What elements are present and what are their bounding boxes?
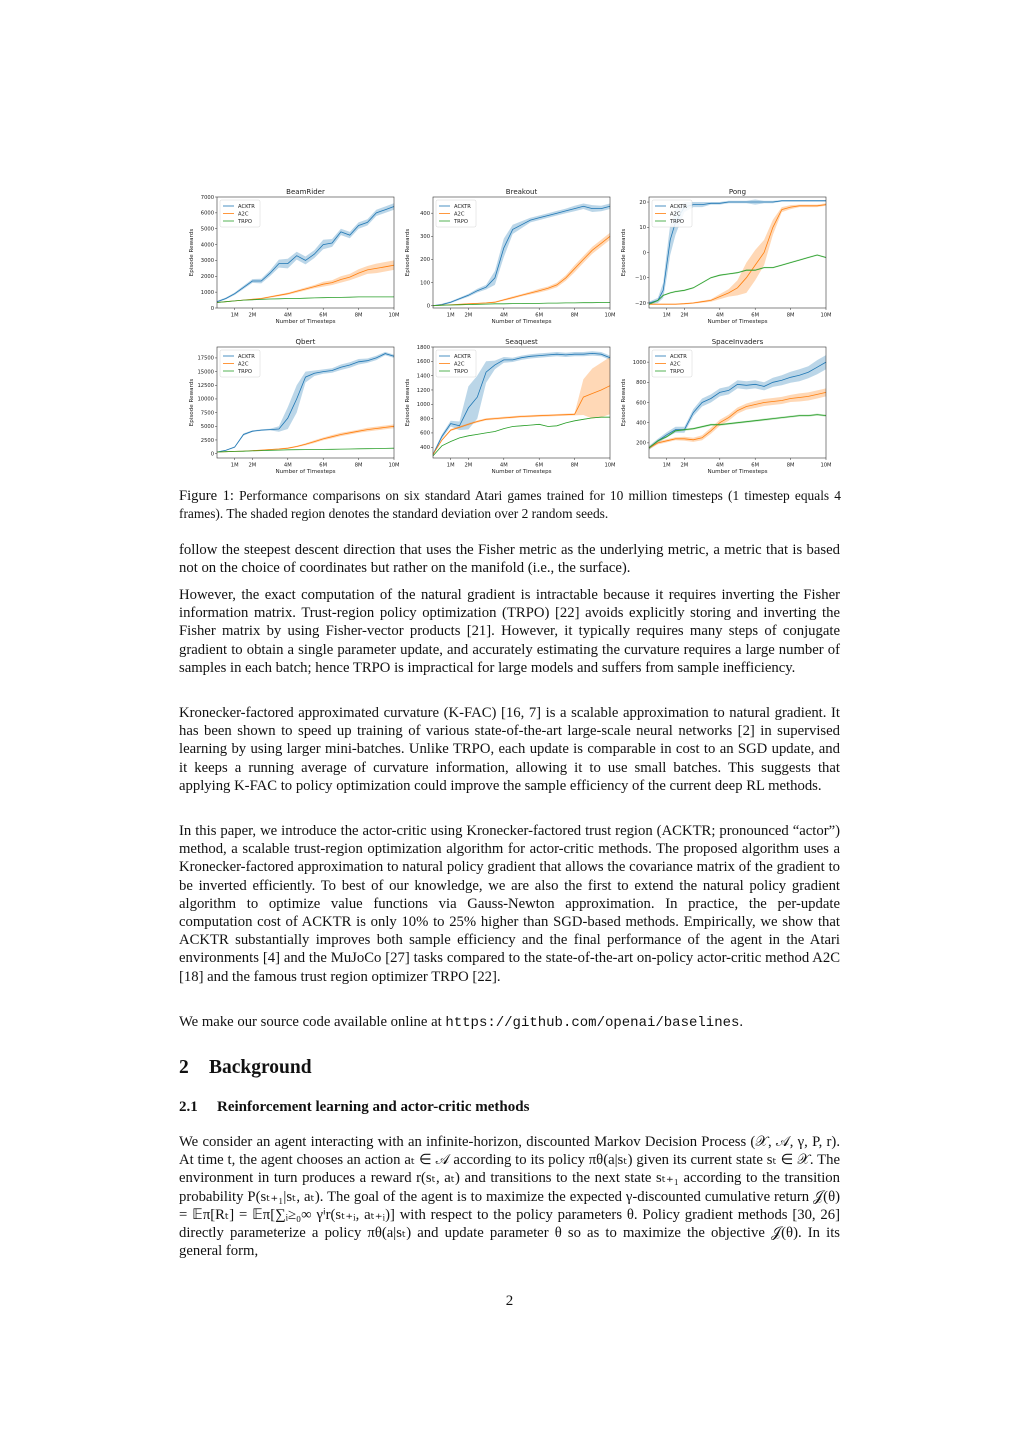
y-tick-label: −20: [635, 300, 646, 307]
chart-panel-qbert: [183, 336, 399, 482]
y-tick-label: 10000: [197, 396, 214, 403]
y-tick-label: 2000: [200, 274, 214, 281]
source-code-sentence: [179, 1013, 840, 1032]
x-tick-label: 8M: [786, 462, 795, 469]
x-tick-label: 1M: [446, 312, 455, 319]
legend-label-trpo: TRPO: [670, 368, 684, 375]
figure-1: [183, 186, 833, 478]
y-tick-label: 20: [639, 199, 646, 206]
x-tick-label: 4M: [499, 462, 508, 469]
y-tick-label: 4000: [200, 242, 214, 249]
subsection-number: 2.1: [179, 1099, 198, 1115]
x-axis-label: Number of Timesteps: [275, 469, 336, 475]
chart-panel-beamrider: [183, 186, 399, 332]
y-axis-label: Episode Rewards: [405, 378, 411, 427]
legend-label-trpo: TRPO: [454, 368, 468, 375]
chart-panel-spaceinvaders: [615, 336, 831, 482]
legend-label-acktr: ACKTR: [454, 203, 471, 210]
x-tick-label: 4M: [283, 462, 292, 469]
y-tick-label: 1000: [632, 359, 646, 366]
paragraph-rl-background: We consider an agent interacting with an infinite-horizon, discounted Markov Decision Process (𝒳, 𝒜, γ, P, r). At time t, the agent chooses an action aₜ ∈ 𝒜 according to its policy πθ(a|sₜ) given its current state sₜ ∈ 𝒳. The environment in turn produces a reward r(sₜ, aₜ) and transitions to the next state sₜ₊₁ according to the transition probability P(sₜ₊₁|sₜ, aₜ). The goal of the agent is to maximize the expected γ-discounted cumulative return 𝒥(θ) = 𝔼π[Rₜ] = 𝔼π[∑ᵢ≥₀∞ γⁱr(sₜ₊ᵢ, aₜ₊ᵢ)] with respect to the policy parameters θ. Policy gradient methods [30, 26] directly parameterize a policy πθ(a|sₜ) and update parameter θ so as to maximize the objective 𝒥(θ). In its general form,: [179, 1134, 840, 1260]
y-tick-label: 5000: [200, 226, 214, 233]
series-line-trpo: [649, 415, 826, 448]
chart-legend: [652, 350, 692, 377]
legend-label-a2c: A2C: [670, 211, 681, 218]
chart-title: Qbert: [295, 338, 316, 346]
std-band-trpo: [649, 254, 826, 305]
page-number: 2: [505, 1293, 514, 1309]
y-tick-label: 0: [210, 451, 214, 458]
y-tick-label: 1800: [416, 344, 430, 351]
section-number: 2: [179, 1057, 189, 1078]
x-axis-label: Number of Timesteps: [707, 319, 768, 325]
y-tick-label: 17500: [197, 355, 214, 362]
caption-text: Performance comparisons on six standard Atari games trained for 10 million timesteps (1 timestep equals 4 frames). The shaded region denotes the standard deviation over 2 random seeds.: [179, 488, 841, 521]
y-tick-label: 1400: [416, 373, 430, 380]
x-axis-label: Number of Timesteps: [491, 469, 552, 475]
x-tick-label: 10M: [388, 462, 400, 469]
legend-label-acktr: ACKTR: [670, 203, 687, 210]
y-tick-label: 7500: [200, 410, 214, 417]
y-tick-label: 800: [636, 380, 646, 387]
chart-title: Pong: [728, 188, 747, 196]
series-line-trpo: [649, 255, 826, 304]
x-tick-label: 6M: [535, 312, 544, 319]
y-tick-label: 10: [639, 225, 646, 232]
y-axis-label: Episode Rewards: [621, 228, 627, 277]
y-tick-label: 200: [420, 257, 430, 264]
x-tick-label: 10M: [604, 312, 616, 319]
x-tick-label: 2M: [464, 462, 473, 469]
chart-legend: [436, 200, 476, 227]
y-tick-label: 6000: [200, 210, 214, 217]
x-tick-label: 6M: [535, 462, 544, 469]
paragraph-kfac: Kronecker-factored approximated curvature (K-FAC) [16, 7] is a scalable approximation to natural gradient. It has been shown to speed up training of various state-of-the-art large-scale neural networks [2] in supervised learning by using larger mini-batches. Unlike TRPO, each update is comparable in cost to an SGD update, and it keeps a running average of curvature information, allowing it to use small batches. This suggests that applying K-FAC to policy optimization could improve the sample efficiency of the current deep RL methods.: [179, 705, 840, 794]
source-code-link[interactable]: https://github.com/openai/baselines: [445, 1015, 740, 1031]
x-axis-label: Number of Timesteps: [275, 319, 336, 325]
y-tick-label: 0: [642, 250, 646, 257]
y-tick-label: 7000: [200, 194, 214, 201]
y-tick-label: 1600: [416, 359, 430, 366]
x-tick-label: 4M: [499, 312, 508, 319]
legend-label-a2c: A2C: [454, 361, 465, 368]
y-tick-label: 1000: [416, 402, 430, 409]
x-tick-label: 6M: [319, 312, 328, 319]
y-tick-label: 400: [636, 420, 646, 427]
legend-label-acktr: ACKTR: [238, 203, 255, 210]
x-tick-label: 2M: [248, 462, 257, 469]
x-tick-label: 1M: [662, 312, 671, 319]
y-axis-label: Episode Rewards: [189, 228, 195, 277]
source-code-prefix: We make our source code available online at: [179, 1014, 446, 1030]
x-tick-label: 10M: [604, 462, 616, 469]
chart-title: SpaceInvaders: [711, 338, 764, 346]
legend-label-acktr: ACKTR: [670, 353, 687, 360]
x-tick-label: 2M: [248, 312, 257, 319]
chart-title: BeamRider: [286, 188, 325, 196]
x-tick-label: 6M: [751, 462, 760, 469]
paragraph-fisher-metric: follow the steepest descent direction that uses the Fisher metric as the underlying metric, a metric that is based not on the choice of coordinates but rather on the manifold (i.e., the surface).: [179, 542, 840, 577]
x-tick-label: 2M: [464, 312, 473, 319]
subsection-heading: [179, 1099, 529, 1116]
chart-legend: [652, 200, 692, 227]
chart-breakout: [399, 186, 615, 332]
legend-label-a2c: A2C: [238, 211, 249, 218]
chart-panel-seaquest: [399, 336, 615, 482]
y-tick-label: 100: [420, 280, 430, 287]
x-tick-label: 10M: [820, 312, 832, 319]
legend-label-a2c: A2C: [670, 361, 681, 368]
legend-label-a2c: A2C: [454, 211, 465, 218]
y-tick-label: −10: [635, 275, 646, 282]
y-axis-label: Episode Rewards: [621, 378, 627, 427]
chart-title: Breakout: [505, 188, 538, 196]
chart-seaquest: [399, 336, 615, 482]
paragraph-acktr-intro: In this paper, we introduce the actor-critic using Kronecker-factored trust region (ACKTR; pronounced “actor”) method, a scalable trust-region optimization algorithm for actor-critic methods. The proposed algorithm uses a Kronecker-factored approximation to natural policy gradient that allows the covariance matrix of the gradient to be inverted efficiently. To best of our knowledge, we are also the first to extend the natural policy gradient algorithm to optimize value functions via Gauss-Newton approximation. In practice, the per-update computation cost of ACKTR is only 10% to 25% higher than SGD-based methods. Empirically, we show that ACKTR substantially improves both sample efficiency and the final performance of the agent in the Atari environments [4] and the MuJoCo [27] tasks compared to the state-of-the-art on-policy actor-critic method A2C [18] and the famous trust region optimizer TRPO [22].: [179, 823, 840, 985]
x-tick-label: 4M: [715, 462, 724, 469]
y-tick-label: 300: [420, 234, 430, 241]
x-tick-label: 8M: [570, 312, 579, 319]
x-tick-label: 6M: [751, 312, 760, 319]
legend-label-trpo: TRPO: [238, 368, 252, 375]
y-tick-label: 12500: [197, 383, 214, 390]
chart-panel-breakout: [399, 186, 615, 332]
x-tick-label: 1M: [446, 462, 455, 469]
legend-label-trpo: TRPO: [238, 218, 252, 225]
chart-legend: [436, 350, 476, 377]
section-title: Background: [209, 1057, 312, 1078]
chart-panel-pong: [615, 186, 831, 332]
legend-label-trpo: TRPO: [454, 218, 468, 225]
x-tick-label: 10M: [388, 312, 400, 319]
y-tick-label: 1200: [416, 387, 430, 394]
x-tick-label: 4M: [715, 312, 724, 319]
y-tick-label: 0: [210, 305, 214, 312]
x-tick-label: 4M: [283, 312, 292, 319]
x-axis-label: Number of Timesteps: [707, 469, 768, 475]
y-tick-label: 800: [420, 416, 430, 423]
x-tick-label: 6M: [319, 462, 328, 469]
x-tick-label: 2M: [680, 462, 689, 469]
legend-label-trpo: TRPO: [670, 218, 684, 225]
series-line-trpo: [217, 448, 394, 452]
x-tick-label: 2M: [680, 312, 689, 319]
paragraph-trpo: However, the exact computation of the natural gradient is intractable because it requires inverting the Fisher information matrix. Trust-region policy optimization (TRPO) [22] avoids explicitly storing and inverting the Fisher matrix by using Fisher-vector products [21]. However, it typically requires many steps of conjugate gradient to obtain a single parameter update, and accurately estimating the curvature requires a large number of samples in each batch; hence TRPO is impractical for large models and suffers from sample inefficiency.: [179, 587, 840, 676]
source-code-suffix: .: [739, 1014, 744, 1030]
y-tick-label: 2500: [200, 437, 214, 444]
y-axis-label: Episode Rewards: [405, 228, 411, 277]
x-tick-label: 8M: [354, 462, 363, 469]
x-tick-label: 8M: [786, 312, 795, 319]
chart-pong: [615, 186, 831, 332]
chart-qbert: [183, 336, 399, 482]
legend-label-acktr: ACKTR: [454, 353, 471, 360]
section-heading: [179, 1057, 312, 1079]
series-line-trpo: [217, 297, 394, 303]
chart-beamrider: [183, 186, 399, 332]
y-tick-label: 0: [426, 303, 430, 310]
legend-label-a2c: A2C: [238, 361, 249, 368]
x-tick-label: 1M: [230, 462, 239, 469]
x-tick-label: 1M: [230, 312, 239, 319]
y-tick-label: 5000: [200, 424, 214, 431]
y-tick-label: 200: [636, 440, 646, 447]
figure-caption: [179, 487, 841, 522]
y-tick-label: 600: [636, 400, 646, 407]
y-tick-label: 600: [420, 430, 430, 437]
x-tick-label: 10M: [820, 462, 832, 469]
legend-label-acktr: ACKTR: [238, 353, 255, 360]
y-tick-label: 15000: [197, 369, 214, 376]
chart-spaceinvaders: [615, 336, 831, 482]
x-tick-label: 8M: [570, 462, 579, 469]
x-axis-label: Number of Timesteps: [491, 319, 552, 325]
x-tick-label: 8M: [354, 312, 363, 319]
y-tick-label: 400: [420, 445, 430, 452]
chart-title: Seaquest: [505, 338, 538, 346]
x-tick-label: 1M: [662, 462, 671, 469]
chart-legend: [220, 350, 260, 377]
y-tick-label: 400: [420, 210, 430, 217]
subsection-title: Reinforcement learning and actor-critic methods: [217, 1099, 530, 1115]
std-band-a2c: [217, 260, 394, 302]
y-tick-label: 1000: [200, 289, 214, 296]
y-axis-label: Episode Rewards: [189, 378, 195, 427]
y-tick-label: 3000: [200, 258, 214, 265]
caption-label: Figure 1:: [179, 488, 234, 504]
chart-legend: [220, 200, 260, 227]
std-band-a2c: [217, 424, 394, 452]
